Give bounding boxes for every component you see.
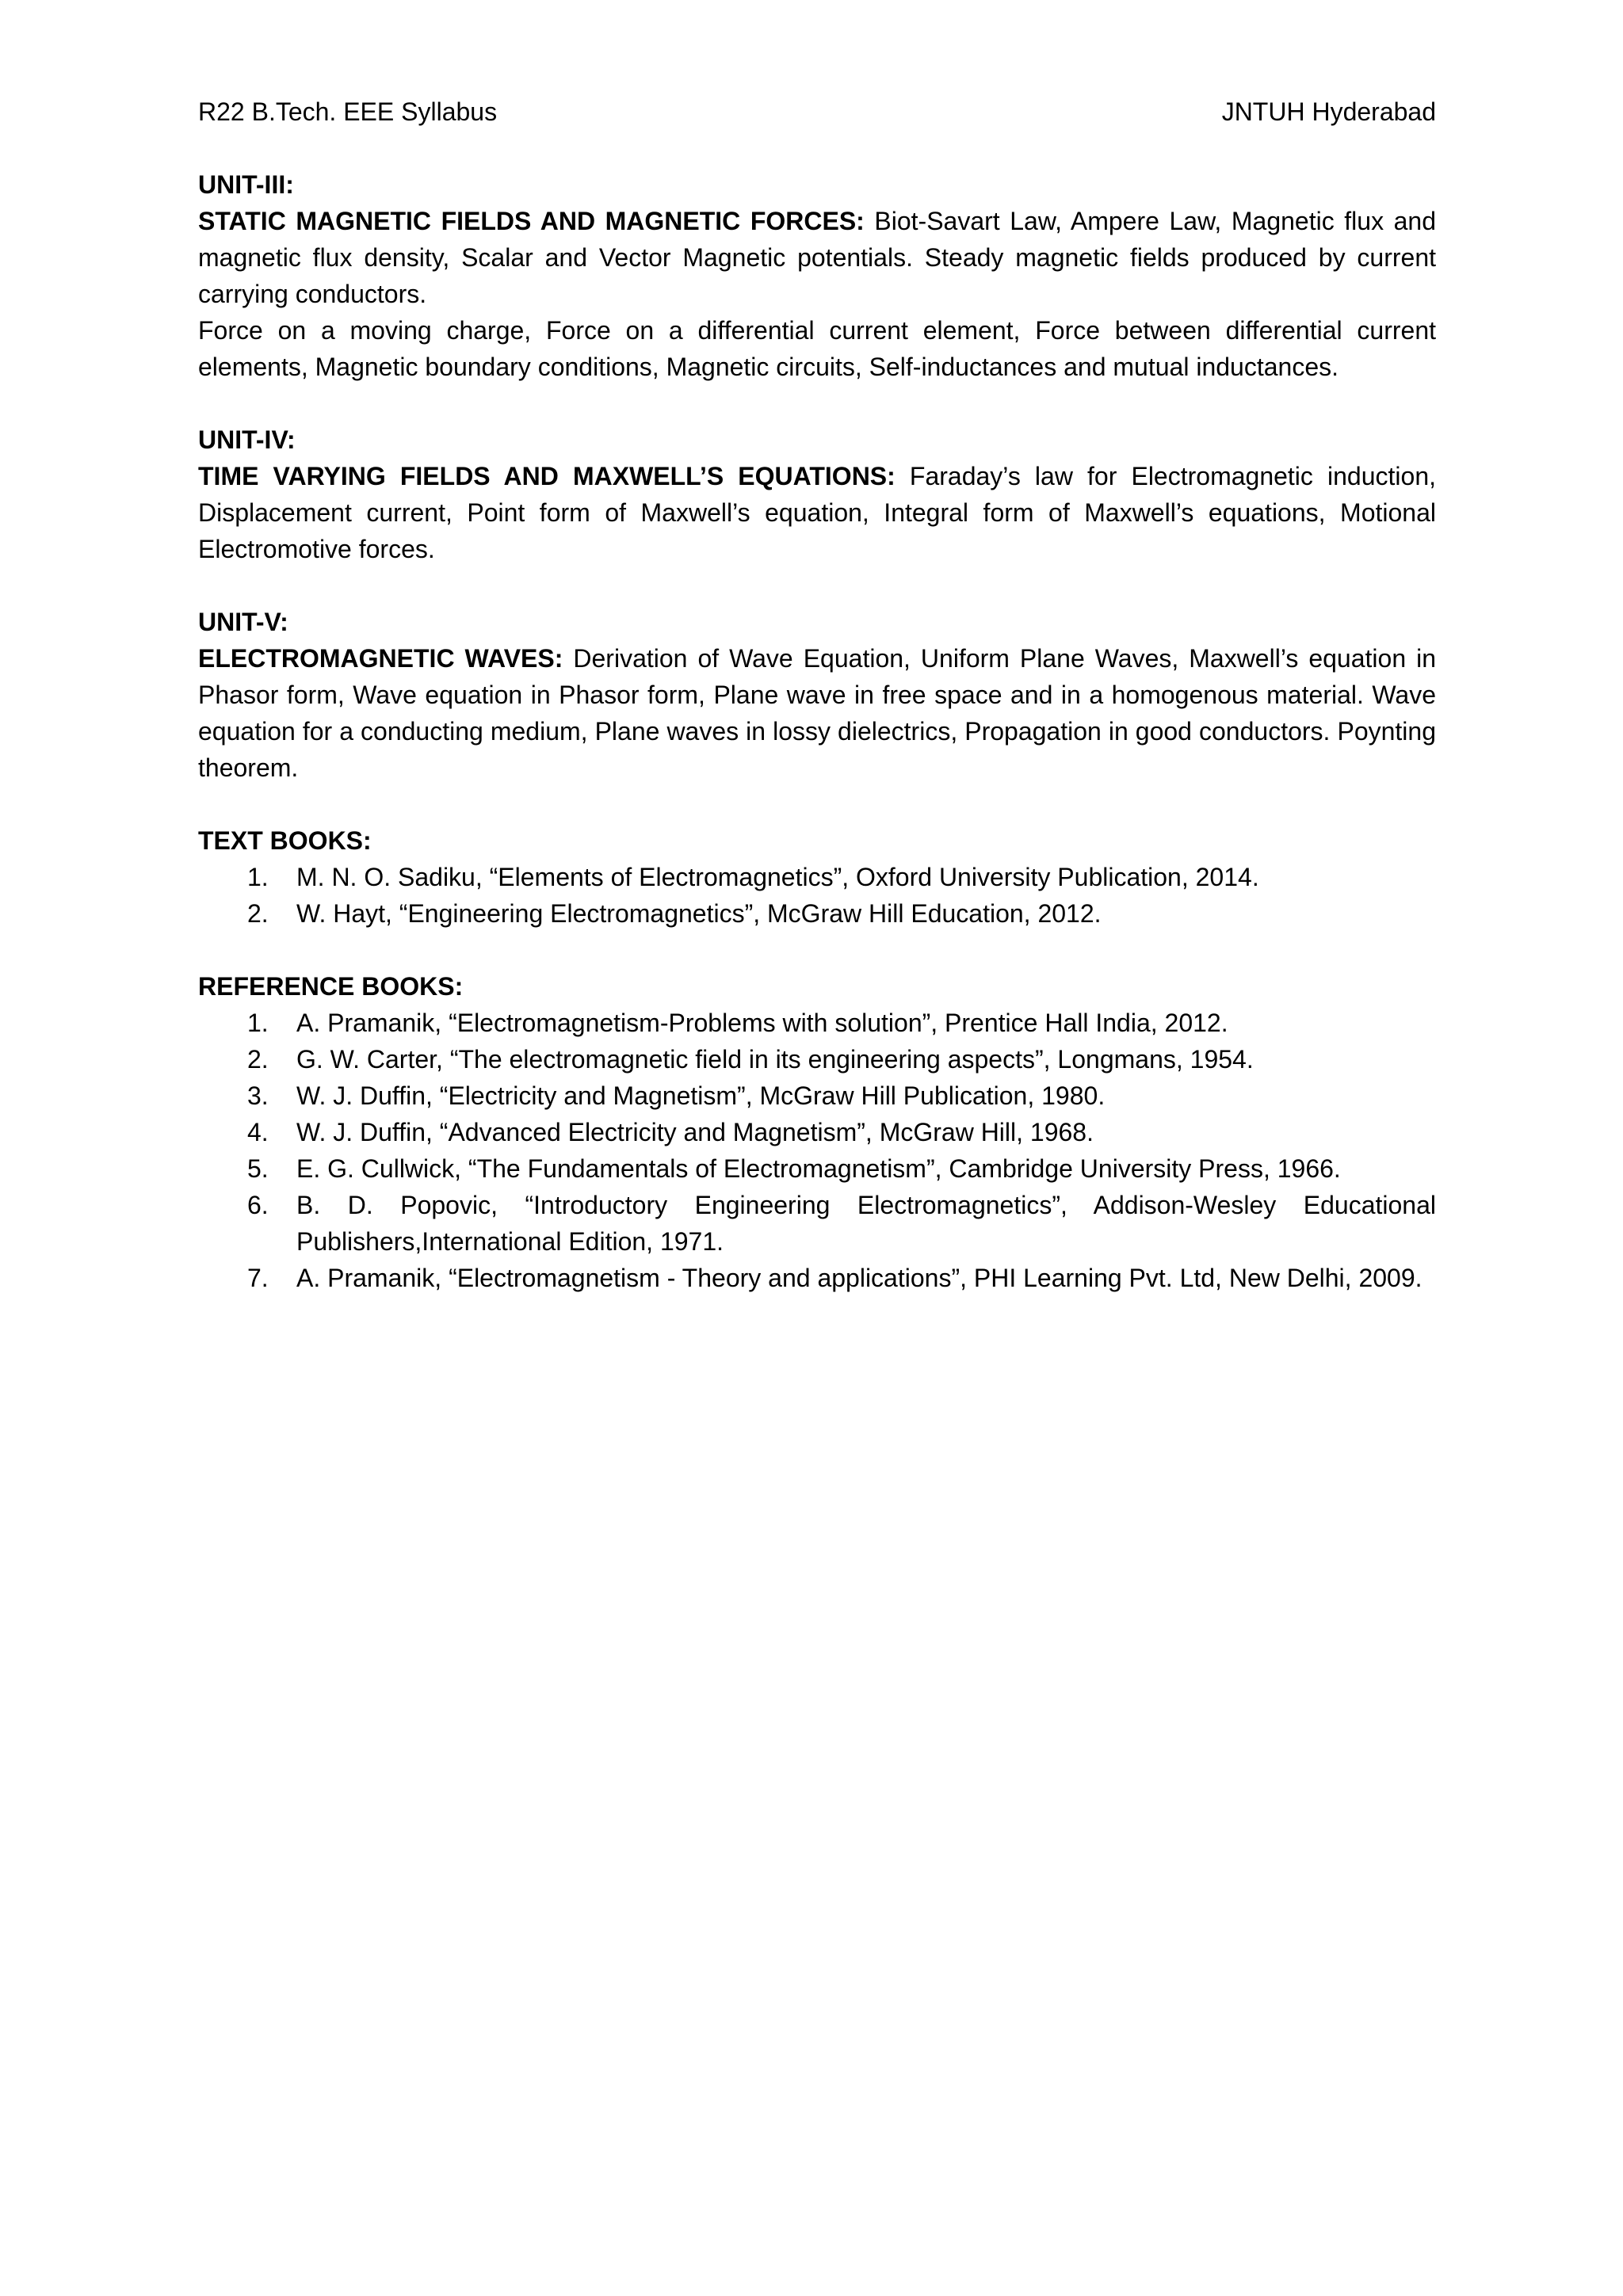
- unit-5-body-1: Derivation of Wave Equation, Uniform Plane Waves, Maxwell’s equation in Phasor form, Wave equation in Phasor form, Plane wave in free space and in a homogenous material. Wave equation for a conducting medium, Plane waves in lossy dielectrics, Propagation in good conductors. Poynting theorem.: [198, 644, 1437, 782]
- list-item: [198, 1187, 1436, 1260]
- list-item-number: 2.: [247, 899, 269, 928]
- list-item-text: B. D. Popovic, “Introductory Engineering Electromagnetics”, Addison-Wesley Educational Publishers,International Edition, 1971.: [296, 1191, 1436, 1256]
- list-item-number: 1.: [247, 863, 269, 891]
- unit-5-paragraph-1: [198, 640, 1436, 786]
- syllabus-page: [198, 93, 1436, 1333]
- list-item: [198, 1005, 1436, 1041]
- header-course: R22 B.Tech. EEE Syllabus: [198, 97, 498, 126]
- header-university: JNTUH Hyderabad: [1221, 97, 1436, 126]
- list-item-text: A. Pramanik, “Electromagnetism - Theory and applications”, PHI Learning Pvt. Ltd, New Delhi, 2009.: [296, 1264, 1423, 1292]
- reference-books-list: [198, 1005, 1436, 1296]
- reference-books-section: [198, 968, 1436, 1296]
- unit-4-topic: TIME VARYING FIELDS AND MAXWELL’S EQUATIONS:: [198, 462, 896, 490]
- list-item-number: 2.: [247, 1045, 269, 1074]
- list-item-number: 7.: [247, 1264, 269, 1292]
- list-item: [198, 895, 1436, 932]
- text-books-title: TEXT BOOKS:: [198, 826, 372, 855]
- page-header: [198, 93, 1436, 130]
- list-item-text: M. N. O. Sadiku, “Elements of Electromagnetics”, Oxford University Publication, 2014.: [296, 863, 1259, 891]
- reference-books-title: REFERENCE BOOKS:: [198, 972, 464, 1001]
- unit-3-topic: STATIC MAGNETIC FIELDS AND MAGNETIC FORCES:: [198, 207, 865, 235]
- unit-3-paragraph-1: [198, 203, 1436, 312]
- text-books-section: [198, 822, 1436, 932]
- list-item-number: 6.: [247, 1191, 269, 1219]
- unit-3-body-1: Biot-Savart Law, Ampere Law, Magnetic flux and magnetic flux density, Scalar and Vector Magnetic potentials. Steady magnetic fields produced by current carrying conductors.: [198, 207, 1437, 308]
- unit-4-heading: UNIT-IV:: [198, 425, 296, 454]
- unit-5-heading: UNIT-V:: [198, 608, 288, 636]
- list-item: [198, 1077, 1436, 1114]
- list-item-number: 4.: [247, 1118, 269, 1146]
- unit-4-paragraph-1: [198, 458, 1436, 567]
- list-item: [198, 1150, 1436, 1187]
- list-item-text: A. Pramanik, “Electromagnetism-Problems with solution”, Prentice Hall India, 2012.: [296, 1009, 1228, 1037]
- list-item-text: W. J. Duffin, “Electricity and Magnetism”, McGraw Hill Publication, 1980.: [296, 1081, 1106, 1110]
- unit-4-body-1: Faraday’s law for Electromagnetic induction, Displacement current, Point form of Maxwell’s equation, Integral form of Maxwell’s equations, Motional Electromotive forces.: [198, 462, 1437, 563]
- list-item: [198, 1260, 1436, 1296]
- list-item-text: W. Hayt, “Engineering Electromagnetics”, McGraw Hill Education, 2012.: [296, 899, 1102, 928]
- list-item: [198, 859, 1436, 895]
- list-item-text: E. G. Cullwick, “The Fundamentals of Electromagnetism”, Cambridge University Press, 1966.: [296, 1154, 1341, 1183]
- unit-3-paragraph-2: Force on a moving charge, Force on a differential current element, Force between differential current elements, Magnetic boundary conditions, Magnetic circuits, Self-inductances and mutual inductances.: [198, 316, 1436, 381]
- unit-3-section: [198, 166, 1436, 385]
- list-item: [198, 1041, 1436, 1077]
- list-item-number: 5.: [247, 1154, 269, 1183]
- unit-5-topic: ELECTROMAGNETIC WAVES:: [198, 644, 563, 673]
- text-books-list: [198, 859, 1436, 932]
- unit-4-section: [198, 421, 1436, 567]
- list-item-text: G. W. Carter, “The electromagnetic field in its engineering aspects”, Longmans, 1954.: [296, 1045, 1254, 1074]
- unit-3-heading: UNIT-III:: [198, 170, 294, 199]
- list-item-number: 1.: [247, 1009, 269, 1037]
- unit-5-section: [198, 604, 1436, 786]
- list-item-text: W. J. Duffin, “Advanced Electricity and Magnetism”, McGraw Hill, 1968.: [296, 1118, 1094, 1146]
- list-item-number: 3.: [247, 1081, 269, 1110]
- list-item: [198, 1114, 1436, 1150]
